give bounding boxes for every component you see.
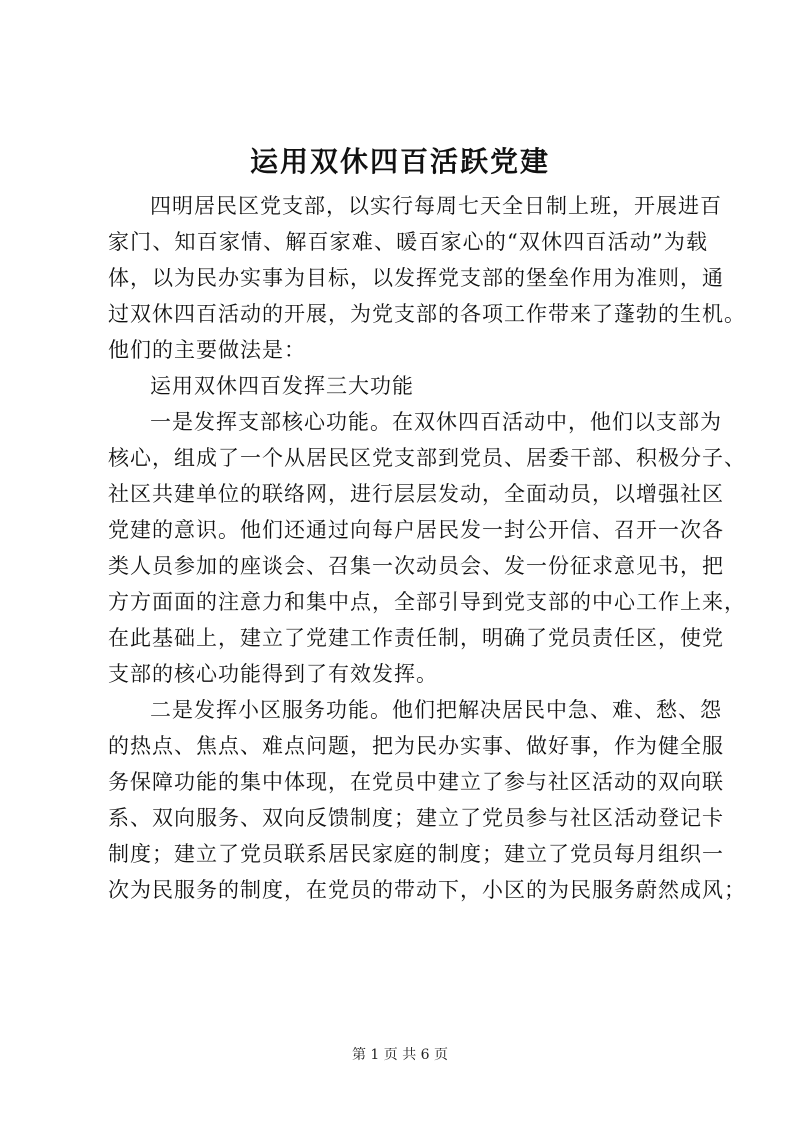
text-line: 过双休四百活动的开展，为党支部的各项工作带来了蓬勃的生机。 (108, 302, 746, 326)
text-line: 他们的主要做法是： (108, 338, 306, 362)
text-line: 核心，组成了一个从居民区党支部到党员、居委干部、积极分子、 (108, 446, 746, 470)
text-line: 二是发挥小区服务功能。他们把解决居民中急、难、愁、怨 (150, 698, 722, 722)
document-title: 运用双休四百活跃党建 (249, 145, 550, 178)
text-line: 在此基础上，建立了党建工作责任制，明确了党员责任区，使党 (108, 626, 724, 650)
text-line: 次为民服务的制度，在党员的带动下，小区的为民服务蔚然成风； (108, 878, 746, 902)
document-body (108, 188, 746, 908)
text-line: 系、双向服务、双向反馈制度；建立了党员参与社区活动登记卡 (108, 806, 724, 830)
text-line: 党建的意识。他们还通过向每户居民发一封公开信、召开一次各 (108, 518, 724, 542)
text-line: 社区共建单位的联络网，进行层层发动，全面动员，以增强社区 (108, 482, 724, 506)
text-line: 一是发挥支部核心功能。在双休四百活动中，他们以支部为 (150, 410, 722, 434)
text-line: 体，以为民办实事为目标，以发挥党支部的堡垒作用为准则，通 (108, 266, 724, 290)
text-line: 方方面面的注意力和集中点，全部引导到党支部的中心工作上来， (108, 590, 746, 614)
text-line: 支部的核心功能得到了有效发挥。 (108, 662, 438, 686)
paragraph-core-function (108, 404, 746, 692)
text-line: 务保障功能的集中体现，在党员中建立了参与社区活动的双向联 (108, 770, 724, 794)
text-line: 四明居民区党支部，以实行每周七天全日制上班，开展进百 (150, 194, 722, 218)
text-line: 运用双休四百发挥三大功能 (150, 374, 414, 398)
text-line: 的热点、焦点、难点问题，把为民办实事、做好事，作为健全服 (108, 734, 724, 758)
text-line: 制度；建立了党员联系居民家庭的制度；建立了党员每月组织一 (108, 842, 724, 866)
page-footer: 第 1 页 共 6 页 (351, 1047, 449, 1063)
text-line: 类人员参加的座谈会、召集一次动员会、发一份征求意见书，把 (108, 554, 724, 578)
paragraph-service-function (108, 692, 746, 908)
paragraph-intro (108, 188, 746, 368)
section-heading (108, 368, 708, 404)
text-line: 家门、知百家情、解百家难、暖百家心的“双休四百活动”为载 (108, 230, 708, 254)
